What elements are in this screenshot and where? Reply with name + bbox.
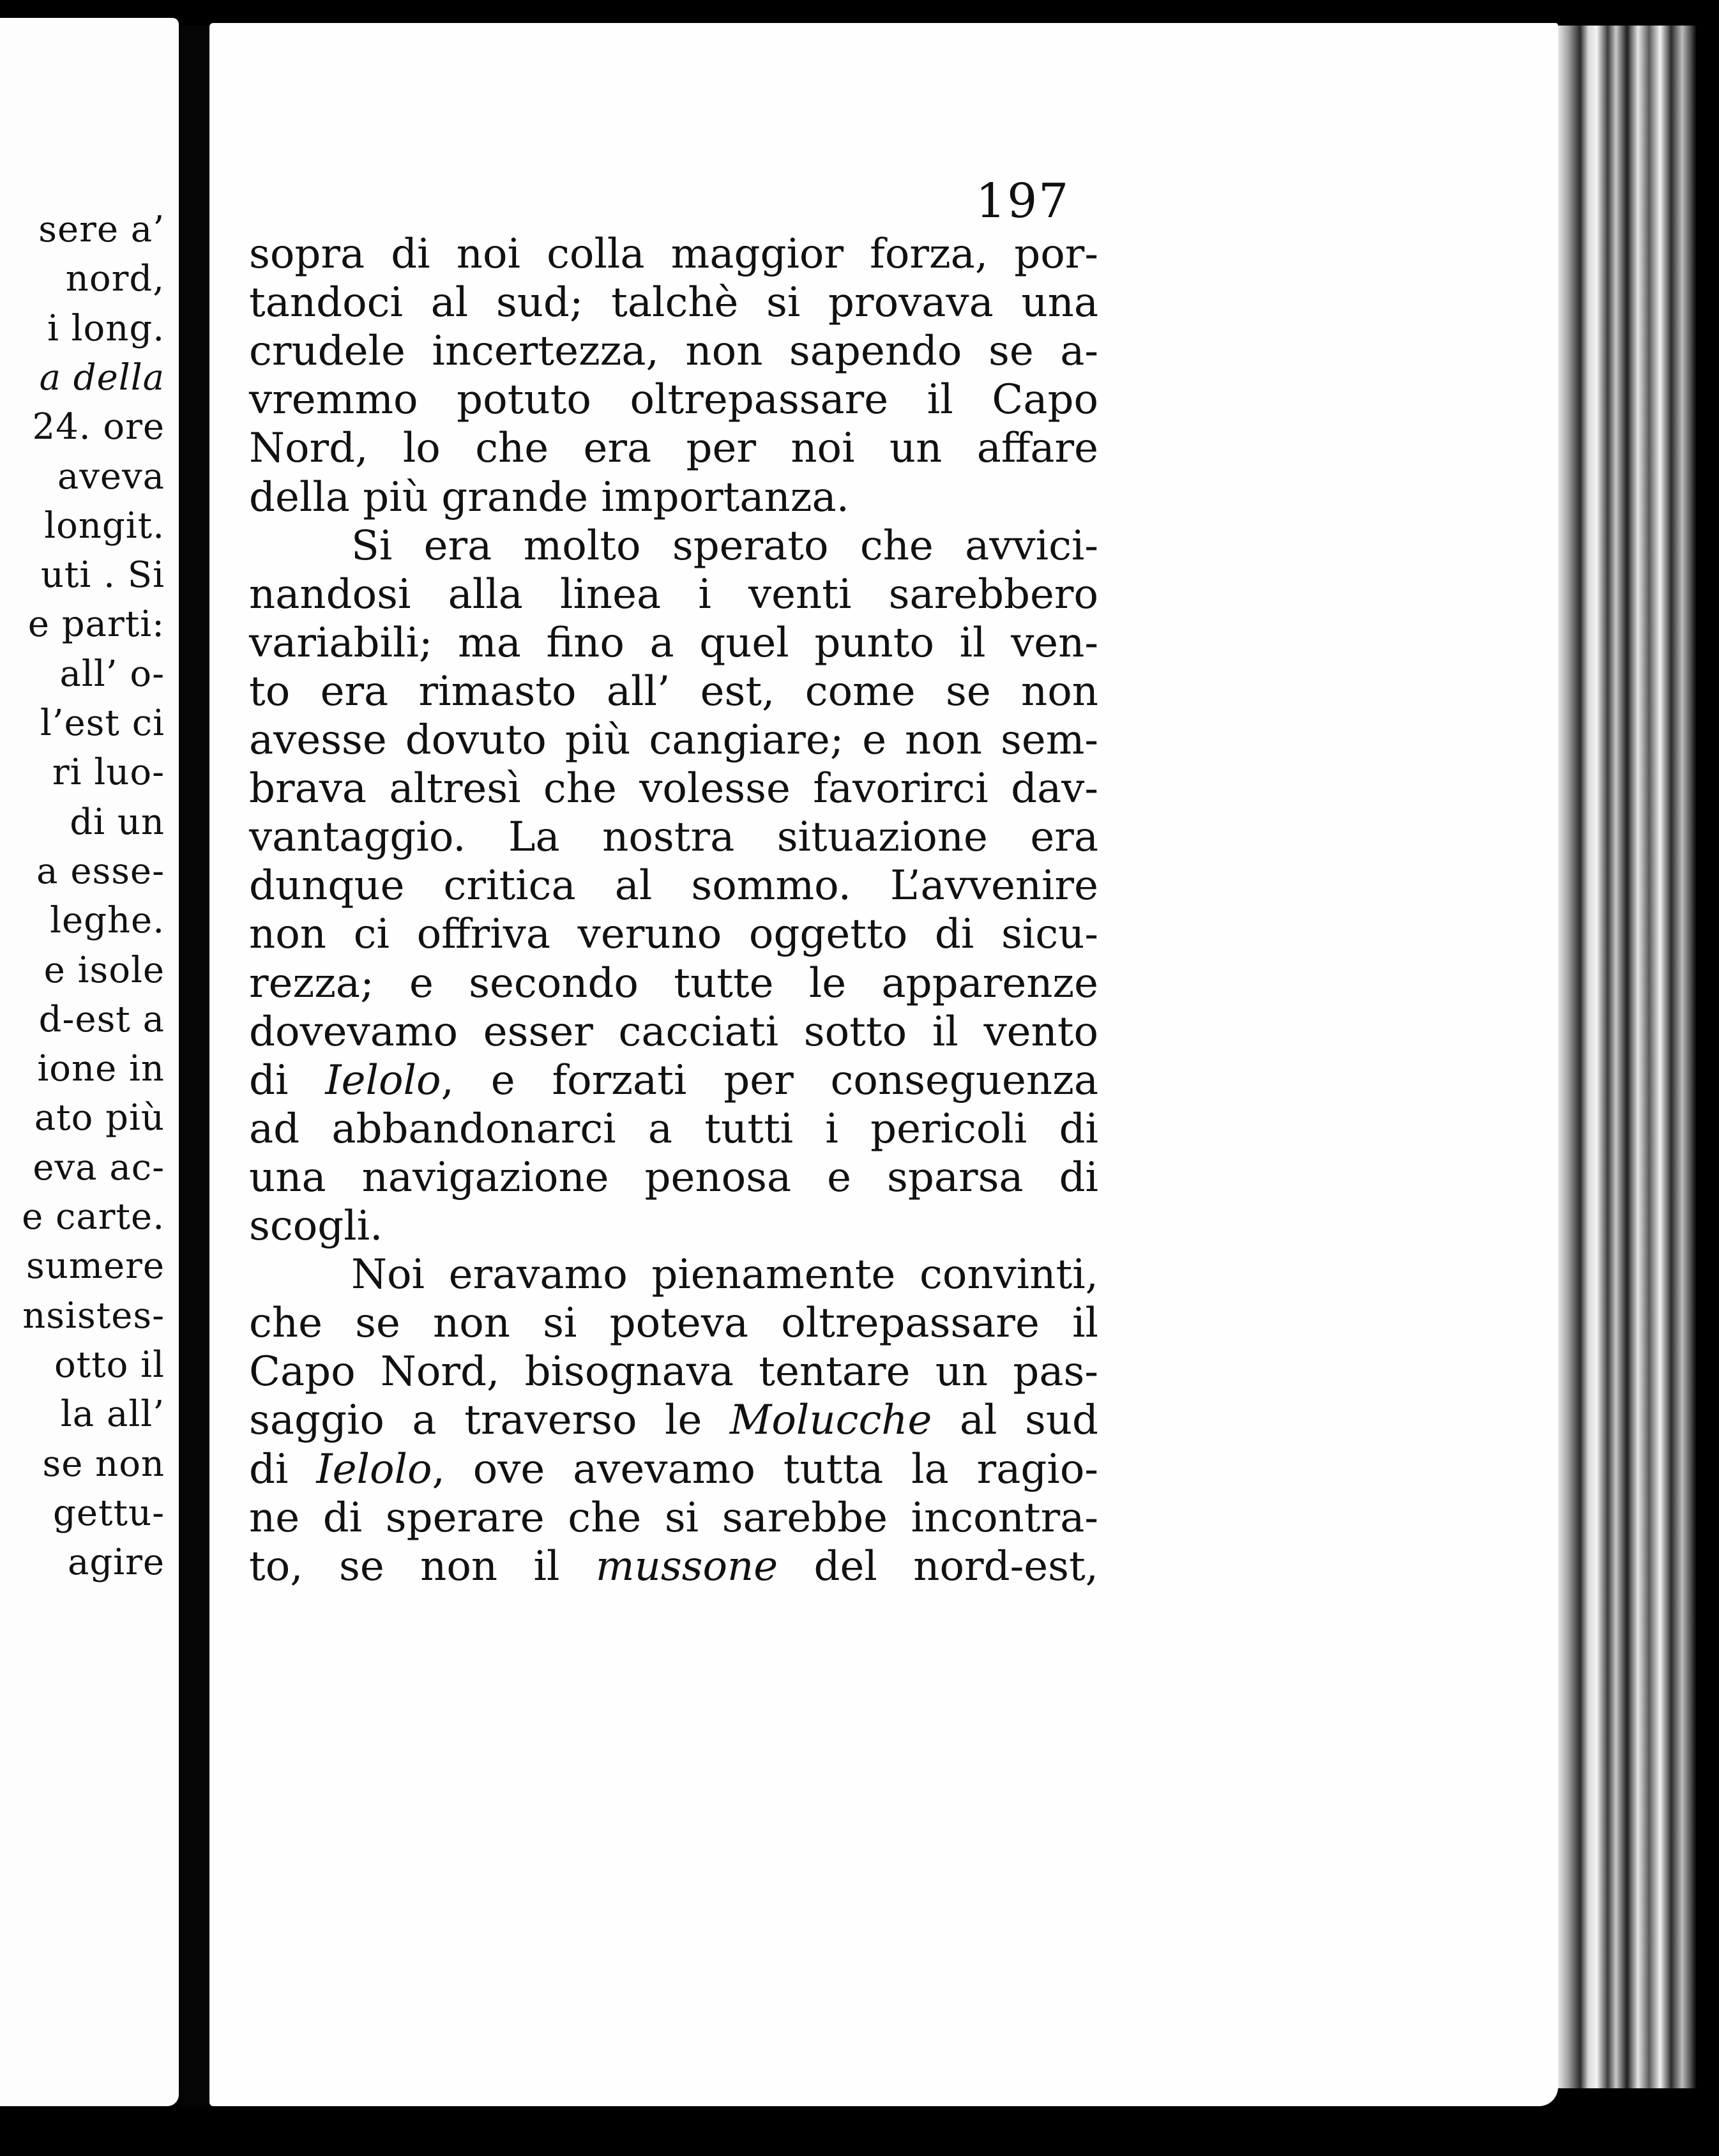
text-run: vremmo potuto oltrepassare il Capo — [249, 376, 1098, 424]
book-gutter — [180, 26, 208, 2107]
text-run: tandoci al sud; talchè si provava una — [249, 279, 1098, 327]
text-run: crudele incertezza, non sapendo se a- — [249, 328, 1098, 376]
text-run: rezza; e secondo tutte le apparenze — [249, 959, 1098, 1007]
text-line — [249, 958, 1098, 1009]
text-run: di — [249, 1056, 326, 1104]
text-run: variabili; ma fino a quel punto il ven- — [249, 619, 1098, 667]
text-line — [249, 1346, 1098, 1397]
prev-page-line: eva ac- — [33, 1146, 165, 1188]
prev-page-line: otto il — [54, 1344, 165, 1386]
text-run: brava altresì che volesse favorirci dav- — [249, 765, 1098, 813]
prev-page-line: i long. — [47, 307, 165, 349]
text-run: nandosi alla linea i venti sarebbero — [249, 570, 1098, 618]
text-line — [249, 666, 1098, 717]
text-line — [249, 326, 1098, 377]
prev-page-line: d-est a — [38, 998, 165, 1040]
italic-term: Molucche — [729, 1397, 932, 1445]
prev-page-line: ato più — [34, 1097, 165, 1139]
text-line — [249, 1104, 1098, 1155]
prev-page-line: ri luo- — [52, 752, 165, 794]
text-run: , e forzati per conseguenza — [441, 1056, 1099, 1104]
text-run: , ove avevamo tutta la ragio- — [432, 1445, 1099, 1493]
text-run: di — [249, 1445, 317, 1493]
text-run: vantaggio. La nostra situazione era — [249, 814, 1098, 862]
text-run: Noi eravamo pienamente convinti, — [351, 1251, 1098, 1299]
prev-page-line: leghe. — [50, 900, 165, 942]
text-line — [249, 860, 1098, 911]
text-line — [249, 1541, 1098, 1592]
text-run: avesse dovuto più cangiare; e non sem- — [249, 717, 1098, 764]
prev-page-line: la all’ — [60, 1393, 165, 1436]
text-line — [249, 763, 1098, 814]
text-run: to era rimasto all’ est, come se non — [249, 667, 1098, 715]
prev-page-line: longit. — [44, 505, 165, 547]
prev-page-line: sumere — [26, 1245, 165, 1287]
prev-page-line: a della — [39, 356, 165, 399]
text-run: del nord-est, — [778, 1542, 1098, 1590]
text-run: sopra di noi colla maggior forza, por- — [249, 231, 1098, 278]
text-line — [249, 1152, 1098, 1203]
text-line — [351, 520, 1098, 572]
text-line — [249, 1201, 1098, 1252]
text-line — [249, 812, 1098, 863]
prev-page-line: gettu- — [53, 1492, 165, 1534]
text-line — [351, 1249, 1098, 1300]
text-line — [249, 1492, 1098, 1544]
prev-page-line: agire — [67, 1542, 165, 1584]
text-line — [249, 374, 1098, 425]
text-run: che se non si poteva oltrepassare il — [249, 1300, 1098, 1348]
text-line — [249, 1395, 1098, 1446]
prev-page-line: l’est ci — [40, 702, 165, 744]
prev-page-line: aveva — [57, 455, 165, 497]
text-run: Capo Nord, bisognava tentare un pas- — [249, 1348, 1098, 1396]
text-line — [249, 618, 1098, 669]
text-line — [249, 715, 1098, 766]
text-run: Nord, lo che era per noi un affare — [249, 425, 1098, 473]
text-line — [249, 472, 1098, 523]
prev-page-line: nsistes- — [22, 1294, 165, 1337]
prev-page-line: e parti: — [27, 604, 165, 646]
prev-page-line: all’ o- — [59, 653, 165, 695]
text-line — [249, 909, 1098, 960]
text-run: scogli. — [249, 1203, 383, 1250]
italic-term: Ielolo — [316, 1445, 432, 1493]
text-line — [249, 569, 1098, 620]
text-line — [249, 277, 1098, 328]
text-run: Si era molto sperato che avvici- — [351, 522, 1098, 570]
text-line — [249, 1444, 1098, 1495]
prev-page-line: uti . Si — [40, 554, 165, 596]
prev-page-line: nord, — [65, 258, 165, 300]
page-number: 197 — [976, 174, 1070, 229]
italic-term: Ielolo — [325, 1056, 441, 1104]
prev-page-line: 24. ore — [32, 406, 165, 448]
text-run: ad abbandonarci a tutti i pericoli di — [249, 1105, 1098, 1153]
text-line — [249, 1298, 1098, 1349]
prev-page-line: e isole — [43, 949, 165, 991]
text-line — [249, 1055, 1098, 1106]
previous-page — [0, 18, 179, 2106]
text-line — [249, 1006, 1098, 1058]
prev-page-line: a esse- — [36, 850, 165, 892]
text-run: to, se non il — [249, 1542, 596, 1590]
text-line — [249, 229, 1098, 280]
text-run: non ci offriva veruno oggetto di sicu- — [249, 911, 1098, 959]
text-run: una navigazione penosa e sparsa di — [249, 1153, 1098, 1201]
prev-page-line: sere a’ — [38, 209, 165, 250]
text-line — [249, 423, 1098, 474]
prev-page-line: se non — [42, 1443, 165, 1485]
prev-page-line: e carte. — [22, 1196, 165, 1238]
italic-term: mussone — [595, 1542, 778, 1590]
text-run: della più grande importanza. — [249, 473, 849, 521]
text-run: dunque critica al sommo. L’avvenire — [249, 862, 1098, 910]
prev-page-line: ione in — [37, 1048, 165, 1090]
text-run: saggio a traverso le — [249, 1397, 730, 1445]
page-fore-edge — [1558, 26, 1696, 2088]
text-run: ne di sperare che si sarebbe incontra- — [249, 1494, 1098, 1542]
text-run: dovevamo esser cacciati sotto il vento — [249, 1008, 1098, 1056]
text-run: al sud — [932, 1397, 1098, 1445]
prev-page-line: di un — [70, 801, 165, 843]
